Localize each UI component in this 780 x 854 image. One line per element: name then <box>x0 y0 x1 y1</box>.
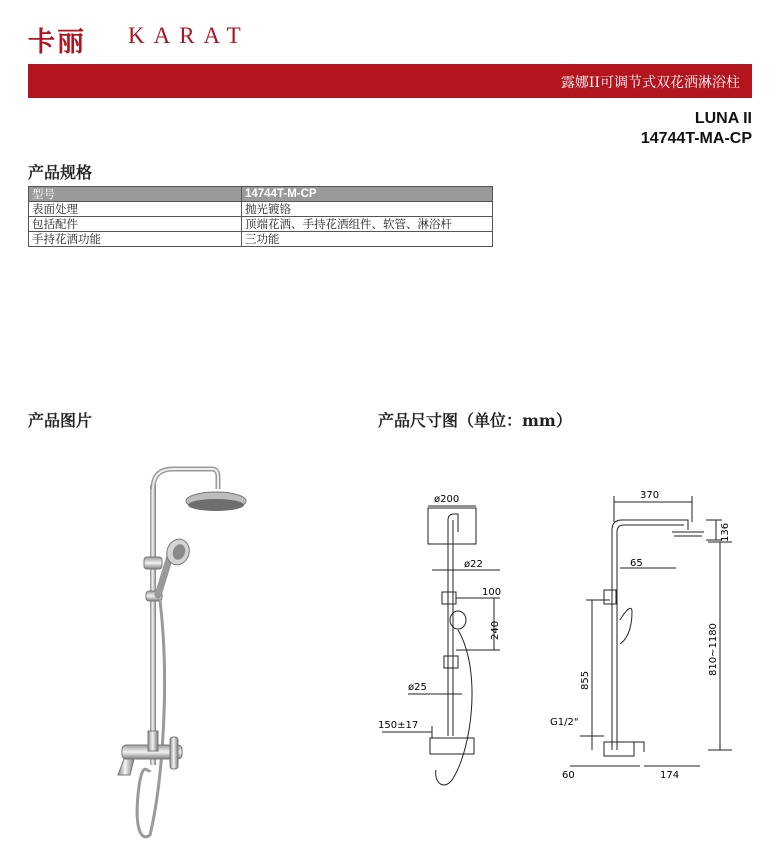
dim-adjust-range: 810~1180 <box>708 623 719 676</box>
product-title: 露娜II可调节式双花洒淋浴柱 <box>560 75 740 91</box>
spec-value: 14744T-M-CP <box>242 187 493 202</box>
table-row <box>29 232 493 247</box>
shower-arm <box>153 469 218 489</box>
table-row <box>29 217 493 232</box>
dim-head-diameter: ø200 <box>434 494 460 505</box>
dim-hand-length: 240 <box>490 620 501 640</box>
title-band <box>28 64 752 98</box>
spec-value: 三功能 <box>242 232 493 247</box>
spout <box>118 759 134 775</box>
side-dimension-drawing <box>540 480 740 790</box>
dim-wall-gap: 60 <box>562 770 575 781</box>
table-row <box>29 202 493 217</box>
front-dimension-drawing <box>372 480 512 810</box>
dim-spout: 174 <box>660 770 680 781</box>
product-code: 14744T-MA-CP <box>640 130 752 147</box>
dim-inlet-spacing: 150±17 <box>378 720 419 731</box>
spec-value: 抛光镀铬 <box>242 202 493 217</box>
spec-label: 表面处理 <box>29 202 242 217</box>
product-name: LUNA II <box>694 110 752 127</box>
head-outline <box>428 508 476 544</box>
riser-pipe <box>150 485 156 765</box>
brand-logo-en: KARAT <box>128 23 250 48</box>
brand-logo-cn: 卡丽 <box>28 27 86 58</box>
dim-head-drop: 136 <box>720 522 731 542</box>
product-image <box>100 455 270 845</box>
dim-pipe-diameter: ø22 <box>464 559 483 570</box>
spec-label: 型号 <box>29 187 242 202</box>
spec-value: 顶端花洒、手持花洒组件、软管、淋浴杆 <box>242 217 493 232</box>
mixer-handle <box>170 737 178 769</box>
spec-label: 包括配件 <box>29 217 242 232</box>
spec-heading: 产品规格 <box>28 163 93 182</box>
dim-pipe-offset: 65 <box>630 558 643 569</box>
spec-table <box>28 186 493 247</box>
image-heading: 产品图片 <box>28 411 93 430</box>
dim-slide-diameter: ø25 <box>408 682 427 693</box>
dim-hand-offset: 100 <box>482 587 502 598</box>
dimension-heading: 产品尺寸图（单位：mm） <box>378 411 572 430</box>
spec-label: 手持花洒功能 <box>29 232 242 247</box>
table-row <box>29 187 493 202</box>
dim-arm-reach: 370 <box>640 490 660 501</box>
slide-bracket <box>144 557 162 569</box>
dim-thread: G1/2" <box>550 717 579 728</box>
dim-riser-height: 855 <box>580 670 591 690</box>
